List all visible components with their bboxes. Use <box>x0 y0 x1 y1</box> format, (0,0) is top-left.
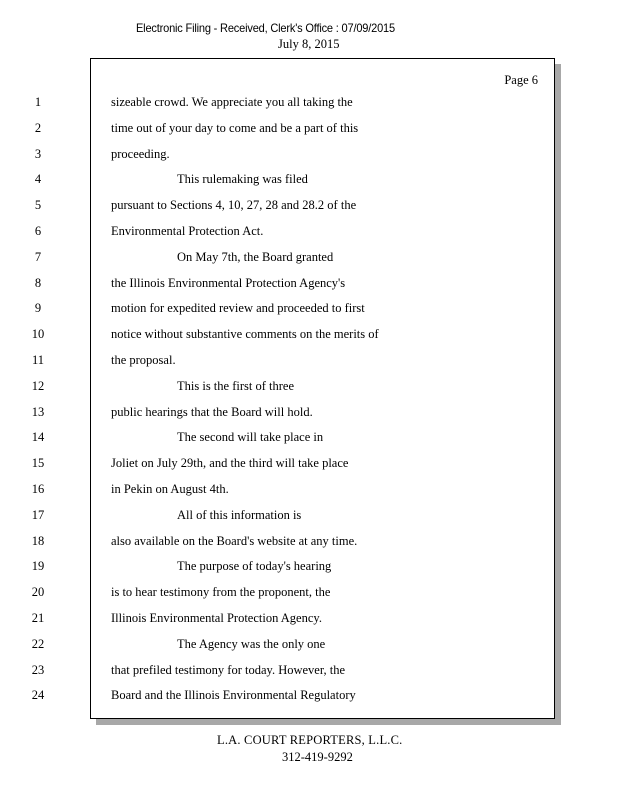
line-text: The Agency was the only one <box>177 636 326 651</box>
page-number: Page 6 <box>504 73 538 87</box>
reporter-company: L.A. COURT REPORTERS, L.L.C. <box>217 733 403 747</box>
line-number: 5 <box>34 198 42 213</box>
transcript-line <box>31 611 554 629</box>
line-number: 13 <box>31 404 45 419</box>
line-text: The purpose of today's hearing <box>177 559 332 574</box>
line-number: 4 <box>34 172 42 187</box>
transcript-line <box>31 378 554 397</box>
line-number: 15 <box>31 456 45 471</box>
line-number: 6 <box>34 224 42 238</box>
line-number: 19 <box>31 559 45 574</box>
line-number: 12 <box>31 378 45 393</box>
filing-stamp: Electronic Filing - Received, Clerk's Office : 07/09/2015 <box>136 21 395 35</box>
transcript-line <box>31 353 554 371</box>
line-text: Joliet on July 29th, and the third will take place <box>111 456 349 471</box>
line-number: 9 <box>34 301 42 316</box>
line-text: On May 7th, the Board granted <box>177 249 334 264</box>
line-number: 14 <box>31 430 45 445</box>
transcript-line <box>34 172 554 190</box>
line-number: 23 <box>31 662 45 677</box>
line-number: 10 <box>31 327 45 342</box>
transcript-line <box>31 688 554 706</box>
transcript-line <box>34 146 554 165</box>
line-text: This rulemaking was filed <box>177 172 308 187</box>
line-text: Environmental Protection Act. <box>111 224 264 238</box>
line-number: 17 <box>31 507 45 522</box>
line-text: pursuant to Sections 4, 10, 27, 28 and 28.2 of the <box>111 198 357 213</box>
line-text: that prefiled testimony for today. However, the <box>111 662 346 677</box>
transcript-line <box>31 456 554 474</box>
line-text: sizeable crowd. We appreciate you all taking the <box>111 95 353 109</box>
line-text: time out of your day to come and be a part of this <box>111 120 359 135</box>
line-text: motion for expedited review and proceeded to first <box>111 301 365 316</box>
line-text: All of this information is <box>177 507 302 522</box>
transcript-line <box>34 301 554 319</box>
line-text: Board and the Illinois Environmental Regulatory <box>111 688 356 703</box>
transcript-page <box>31 58 555 719</box>
line-text: Illinois Environmental Protection Agency. <box>111 611 322 625</box>
transcript-line <box>31 327 554 345</box>
transcript-line <box>34 95 554 113</box>
transcript-line <box>34 249 554 268</box>
line-text: The second will take place in <box>177 430 324 445</box>
line-text: This is the first of three <box>177 378 294 393</box>
line-number: 18 <box>31 533 45 548</box>
line-number: 22 <box>31 636 45 651</box>
transcript-line <box>31 662 554 681</box>
line-text: is to hear testimony from the proponent, the <box>111 585 331 600</box>
line-number: 7 <box>34 249 42 264</box>
line-text: the Illinois Environmental Protection Agency's <box>111 275 346 290</box>
line-text: in Pekin on August 4th. <box>111 482 229 496</box>
line-text: notice without substantive comments on the merits of <box>111 327 379 342</box>
line-number: 20 <box>31 585 45 600</box>
transcript-line <box>31 404 554 423</box>
transcript-line <box>31 507 554 526</box>
line-number: 16 <box>31 482 45 496</box>
transcript-line <box>31 636 554 655</box>
line-number: 1 <box>34 95 42 109</box>
transcript-line <box>34 275 554 294</box>
transcript-line <box>34 224 554 242</box>
line-number: 24 <box>31 688 45 703</box>
line-text: the proposal. <box>111 353 176 367</box>
line-number: 11 <box>31 353 45 367</box>
transcript-line <box>34 120 554 139</box>
line-number: 8 <box>34 275 42 290</box>
transcript-date: July 8, 2015 <box>278 37 340 51</box>
transcript-line <box>31 585 554 603</box>
line-number: 3 <box>34 146 42 161</box>
reporter-phone: 312-419-9292 <box>282 750 353 764</box>
transcript-line <box>31 533 554 552</box>
line-text: also available on the Board's website at any time. <box>111 533 358 548</box>
line-text: public hearings that the Board will hold. <box>111 404 313 419</box>
transcript-line <box>31 482 554 500</box>
transcript-line <box>34 198 554 216</box>
transcript-line <box>31 430 554 448</box>
line-number: 2 <box>34 120 42 135</box>
transcript-line <box>31 559 554 577</box>
line-number: 21 <box>31 611 45 625</box>
line-text: proceeding. <box>111 146 170 161</box>
